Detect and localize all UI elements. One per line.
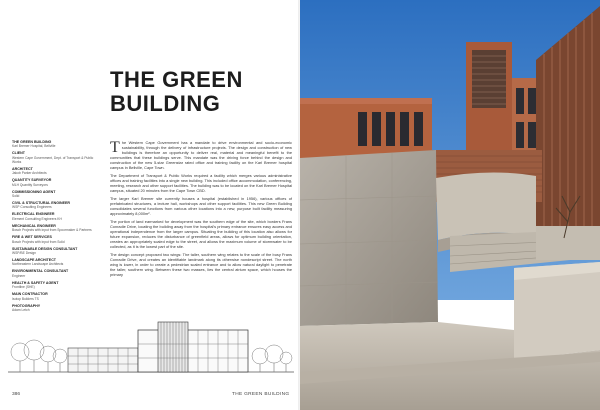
credit-role: ENVIRONMENTAL CONSULTANT — [12, 269, 69, 274]
credit-role: HEALTH & SAFETY AGENT — [12, 280, 59, 285]
running-head: THE GREEN BUILDING — [232, 392, 290, 397]
credit-item — [12, 151, 100, 163]
article-title: THE GREEN BUILDING — [110, 67, 243, 116]
credit-name: Solid — [12, 194, 20, 199]
elevation-drawing — [8, 300, 294, 380]
credit-item — [12, 178, 100, 186]
credit-name: Isotop Builders TS — [12, 296, 39, 301]
credit-name: Northeastern Landscape Architects — [12, 262, 64, 267]
credit-role: ELECTRICAL ENGINEER — [12, 212, 55, 217]
credit-item — [12, 201, 100, 209]
body-paragraph: The larger Karl Bremer site currently houses a hospital (established in 1956), various offices of prefabricated structures, a lecture hall, workshops and other support facilities. This new Green Building consolidates several functions from various other locations into a new, purpose built facility measuring approximately 8,000m². — [110, 195, 292, 217]
credit-role: LANDSCAPE ARCHITECT — [12, 258, 56, 263]
building-photograph — [300, 0, 600, 410]
credit-item — [12, 235, 100, 243]
credit-name: Element Consulting Engineers KH — [12, 216, 62, 221]
article-body — [110, 140, 292, 280]
credit-name: Bosch Projects with input from Solid — [12, 239, 65, 244]
drop-cap: T — [110, 139, 120, 156]
page-number: 386 — [12, 392, 21, 397]
credit-role: QUANTITY SURVEYOR — [12, 178, 52, 183]
paragraph-text: he Western Cape Government has a mandate to drive environmental and socio-economic sustainability, through the delivery of infrastructure projects. The design and construction of new buildings is therefore an opportunity to deliver real, material and meaningful benefit to the communities that these buildings serve. This mandate was the driving force behind the design and construction of the new 5-star Greenstar rated office and training facility on the Karl Bremer hospital campus in Bellville, Cape Town. — [110, 140, 292, 171]
credit-item — [12, 212, 100, 220]
credit-name: Western Cape Government, Dept. of Transport & Public Works — [12, 155, 94, 164]
body-paragraph: The design concept proposed two wings: The taller, southern wing relates to the scale of the busy Frans Conradie Drive, and creates an identifiable landmark along its otherwise nondescript street. The north wing is lower, in order to create a pedestrian scaled entrance and to allow natural daylight to penetrate the taller, southern wing. Between these two masses, lies the central atrium space, which houses the primary — [110, 251, 292, 278]
credit-role: ARCHITECT — [12, 166, 33, 171]
credit-item — [12, 190, 100, 198]
credit-name: Jakob Parker Architects — [12, 171, 47, 176]
credit-name: Frontline (SHE) — [12, 285, 35, 290]
credit-name: WSP Consulting Engineers — [12, 205, 52, 210]
credit-item — [12, 281, 100, 289]
credit-name: Bosch Projects with input from Spoormaker & Partners — [12, 228, 92, 233]
credit-name: Karl Bremer Hospital, Bellville — [12, 144, 56, 149]
body-paragraph: The portion of land earmarked for development was the southern edge of the site, which borders Frans Conradie Drive, locating the building away from the hospital's primary entrance ensures easy access and operational independence from the larger campus. Situating the building of this location also allows for future expansion, reduces the disturbance of greenfield areas, allows for optimum building orientation, creates an appropriately scaled edge to the street, and allows the maximum volume of stormwater to be collected, as it is the lowest part of the site. — [110, 218, 292, 250]
credit-role: CLIENT — [12, 151, 25, 156]
right-page — [300, 0, 600, 410]
credit-item — [12, 247, 100, 255]
credit-item — [12, 224, 100, 232]
body-paragraph — [110, 140, 292, 171]
credit-name: MLH Quantity Surveyors — [12, 182, 48, 187]
credit-role: MECHANICAL ENGINEER — [12, 223, 56, 228]
credit-item — [12, 258, 100, 266]
credit-item — [12, 167, 100, 175]
credit-role: COMMISSIONING AGENT — [12, 189, 56, 194]
credit-role: THE GREEN BUILDING — [12, 140, 52, 144]
credit-name: Adam Letch — [12, 308, 30, 313]
project-credits — [12, 140, 100, 315]
credit-role: PHOTOGRAPHY — [12, 303, 41, 308]
credit-item — [12, 140, 100, 148]
body-paragraph: The Department of Transport & Public Works required a facility which merges various administrative offices and training facilities into a single new building. This included office accommodation, conferencing, meeting, research and other support facilities. The building was to be located on the Karl Bremer Hospital campus, situated 20 minutes from the Cape Town CBD. — [110, 173, 292, 194]
credit-role: CIVIL & STRUCTURAL ENGINEER — [12, 201, 70, 206]
credit-role: MAIN CONTRACTOR — [12, 292, 48, 297]
credit-role: FIRE & WET SERVICES — [12, 235, 52, 240]
credit-item — [12, 269, 100, 277]
credit-name: Engineer — [12, 273, 26, 278]
credit-name: WSP/BE Design — [12, 251, 37, 256]
credit-role: SUSTAINABLE DESIGN CONSULTANT — [12, 246, 78, 251]
